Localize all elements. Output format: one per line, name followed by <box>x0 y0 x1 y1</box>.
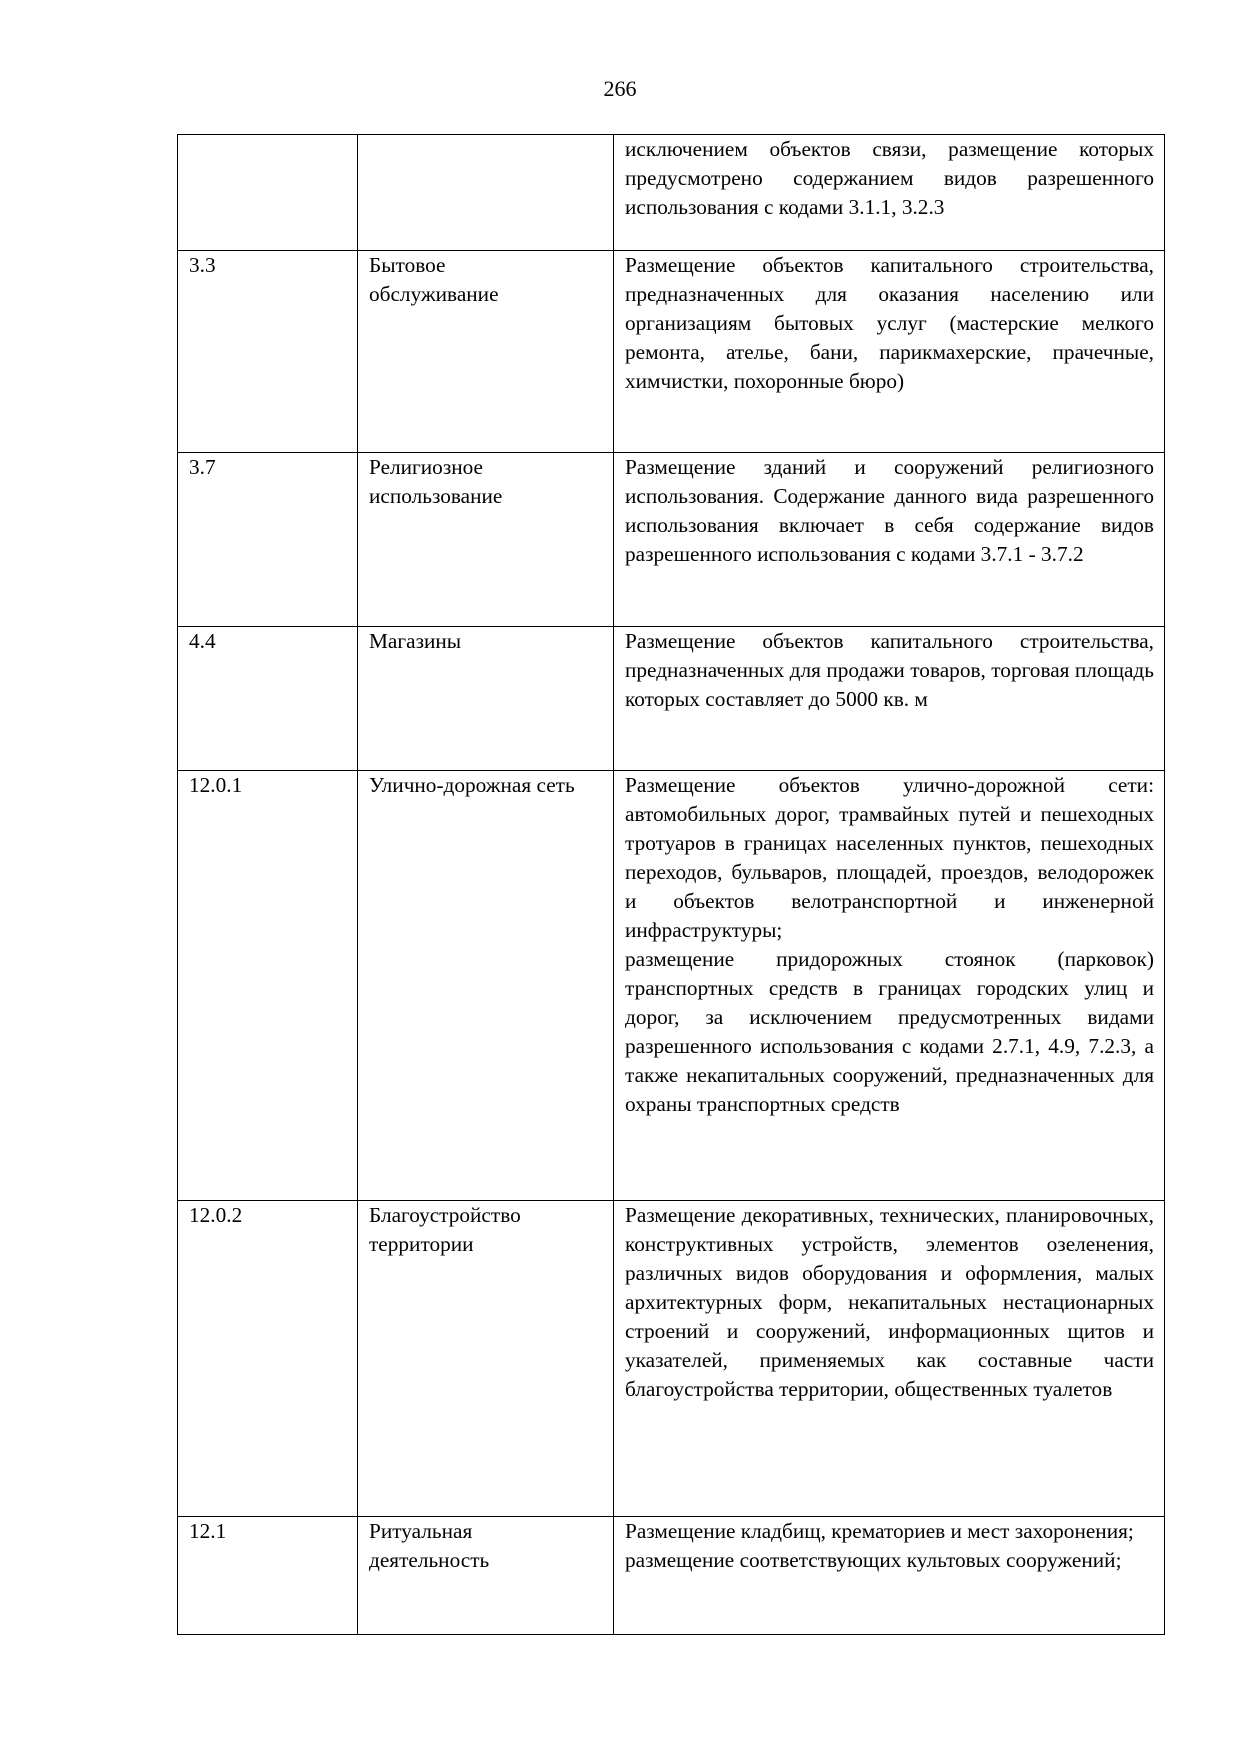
code-cell: 3.7 <box>178 453 358 627</box>
table-row <box>178 135 1165 251</box>
code-cell: 12.1 <box>178 1517 358 1635</box>
name-cell <box>358 135 614 251</box>
code-cell: 3.3 <box>178 251 358 453</box>
table-row <box>178 1201 1165 1517</box>
code-cell: 12.0.2 <box>178 1201 358 1517</box>
table-row <box>178 771 1165 1201</box>
description-cell: Размещение кладбищ, крематориев и мест захоронения; размещение соответствующих культовых сооружений; <box>614 1517 1165 1635</box>
table-row <box>178 1517 1165 1635</box>
description-cell: исключением объектов связи, размещение которых предусмотрено содержанием видов разрешенного использования с кодами 3.1.1, 3.2.3 <box>614 135 1165 251</box>
land-use-table <box>177 134 1165 1635</box>
table-row <box>178 453 1165 627</box>
code-cell: 12.0.1 <box>178 771 358 1201</box>
description-cell: Размещение декоративных, технических, планировочных, конструктивных устройств, элементов озеленения, различных видов оборудования и оформления, малых архитектурных форм, некапитальных нестационарных строений и сооружений, информационных щитов и указателей, применяемых как составные части благоустройства территории, общественных туалетов <box>614 1201 1165 1517</box>
description-cell: Размещение объектов улично-дорожной сети: автомобильных дорог, трамвайных путей и пешеходных тротуаров в границах населенных пунктов, пешеходных переходов, бульваров, площадей, проездов, велодорожек и объектов велотранспортной и инженерной инфраструктуры; размещение придорожных стоянок (парковок) транспортных средств в границах городских улиц и дорог, за исключением предусмотренных видами разрешенного использования с кодами 2.7.1, 4.9, 7.2.3, а также некапитальных сооружений, предназначенных для охраны транспортных средств <box>614 771 1165 1201</box>
table-row <box>178 251 1165 453</box>
name-cell: Ритуальная деятельность <box>358 1517 614 1635</box>
code-cell <box>178 135 358 251</box>
page-number: 266 <box>603 76 637 101</box>
code-cell: 4.4 <box>178 627 358 771</box>
description-cell: Размещение зданий и сооружений религиозного использования. Содержание данного вида разрешенного использования включает в себя содержание видов разрешенного использования с кодами 3.7.1 - 3.7.2 <box>614 453 1165 627</box>
name-cell: Магазины <box>358 627 614 771</box>
name-cell: Бытовое обслуживание <box>358 251 614 453</box>
description-cell: Размещение объектов капитального строительства, предназначенных для продажи товаров, торговая площадь которых составляет до 5000 кв. м <box>614 627 1165 771</box>
name-cell: Улично-дорожная сеть <box>358 771 614 1201</box>
table-row <box>178 627 1165 771</box>
name-cell: Благоустройство территории <box>358 1201 614 1517</box>
name-cell: Религиозное использование <box>358 453 614 627</box>
description-cell: Размещение объектов капитального строительства, предназначенных для оказания населению или организациям бытовых услуг (мастерские мелкого ремонта, ателье, бани, парикмахерские, прачечные, химчистки, похоронные бюро) <box>614 251 1165 453</box>
